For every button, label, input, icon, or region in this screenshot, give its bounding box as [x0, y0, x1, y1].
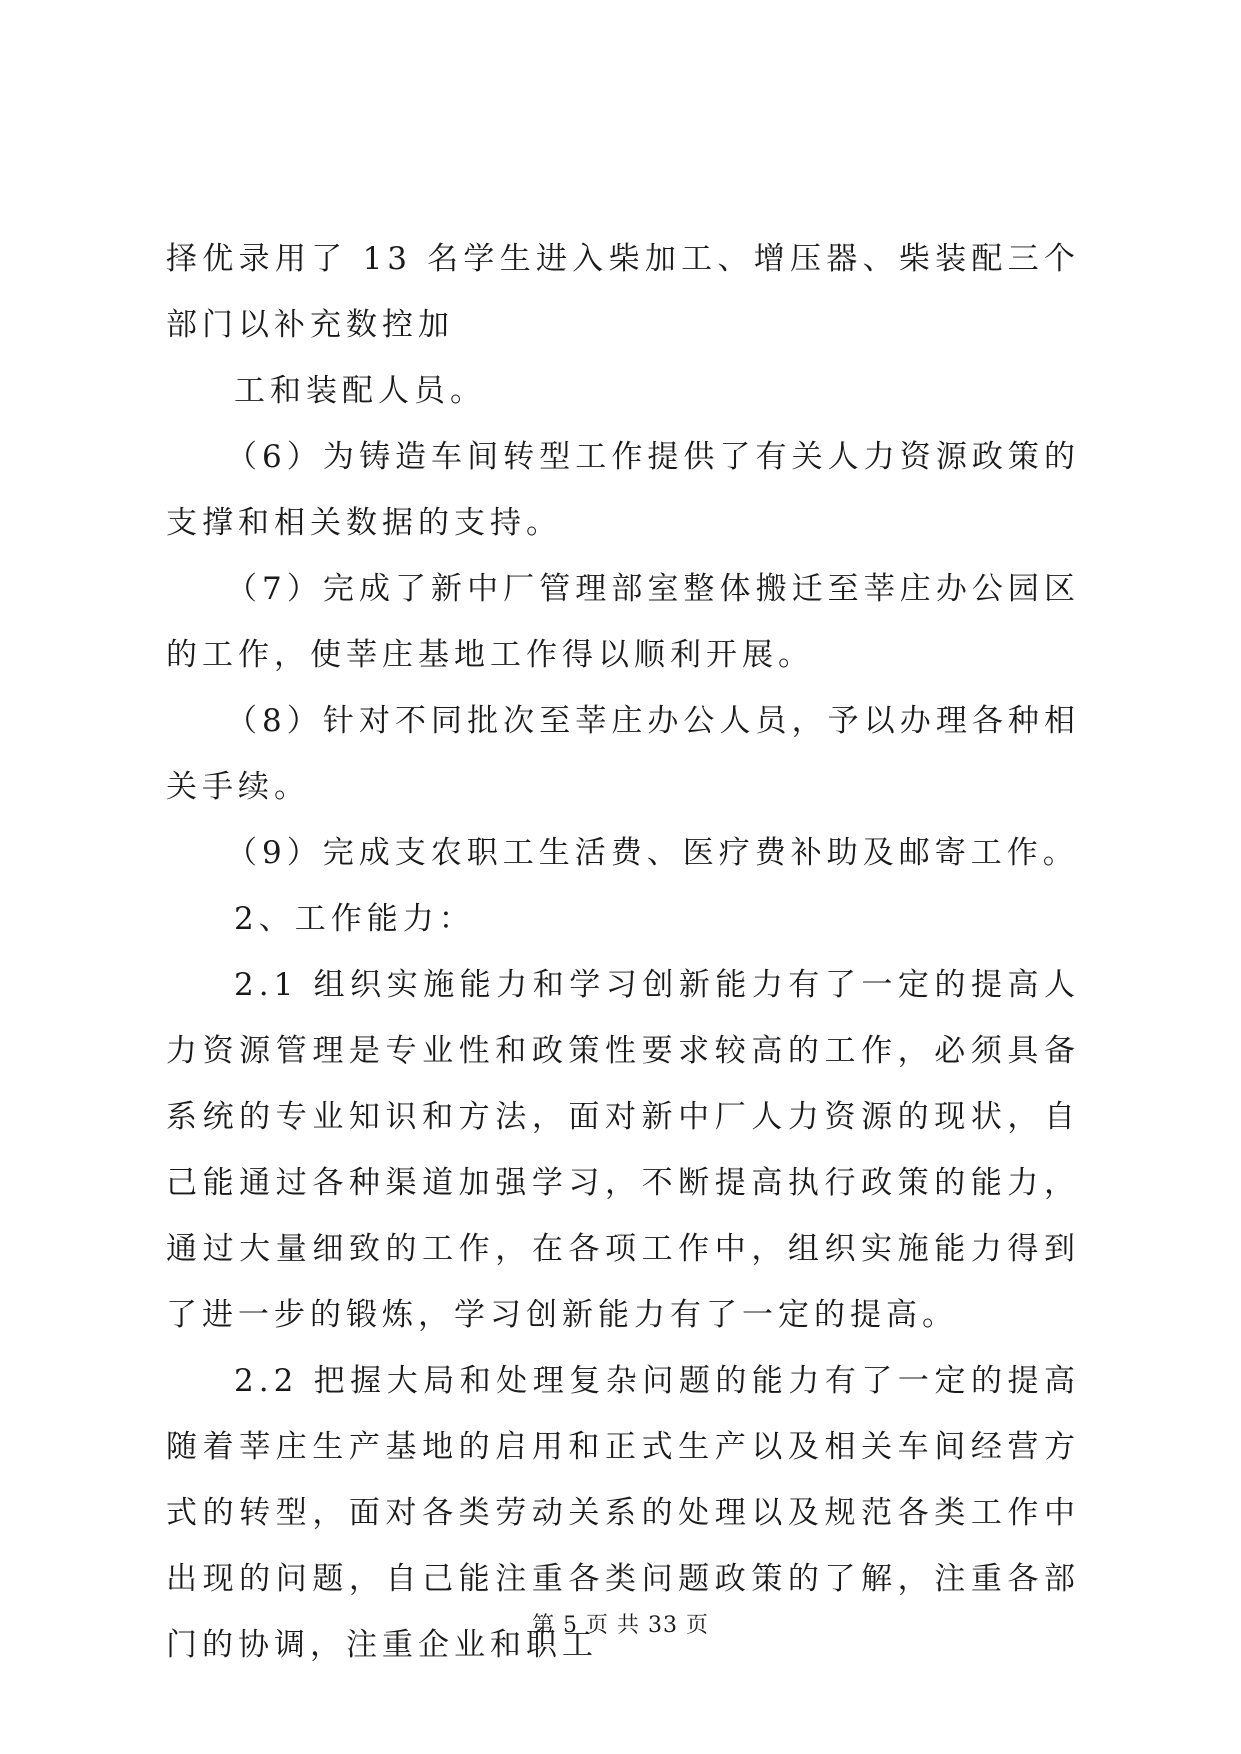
paragraph-4: （7）完成了新中厂管理部室整体搬迁至莘庄办公园区的工作，使莘庄基地工作得以顺利开展。	[166, 571, 1080, 673]
paragraph-2-2: 2.2 把握大局和处理复杂问题的能力有了一定的提高随着莘庄生产基地的启用和正式生产以及相关车间经营方式的转型，面对各类劳动关系的处理以及规范各类工作中出现的问题，自己能注重各类问题政策的了解，注重各部门的协调，注重企业和职工	[166, 1363, 1080, 1663]
paragraph-6: （9）完成支农职工生活费、医疗费补助及邮寄工作。	[226, 835, 1079, 871]
paragraph-1: 择优录用了 13 名学生进入柴加工、增压器、柴装配三个部门以补充数控加	[166, 241, 1080, 343]
page-number-footer: 第 5 页 共 33 页	[532, 1613, 709, 1638]
paragraph-2-1: 2.1 组织实施能力和学习创新能力有了一定的提高人力资源管理是专业性和政策性要求较高的工作，必须具备系统的专业知识和方法，面对新中厂人力资源的现状，自己能通过各种渠道加强学习，不断提高执行政策的能力，通过大量细致的工作，在各项工作中，组织实施能力得到了进一步的锻炼，学习创新能力有了一定的提高。	[166, 967, 1080, 1333]
paragraph-3: （6）为铸造车间转型工作提供了有关人力资源政策的支撑和相关数据的支持。	[166, 439, 1080, 541]
document-body	[166, 226, 1080, 1678]
section-heading-work-ability: 2、工作能力：	[234, 901, 475, 937]
paragraph-5: （8）针对不同批次至莘庄办公人员，予以办理各种相关手续。	[166, 703, 1080, 805]
paragraph-2: 工和装配人员。	[234, 373, 486, 409]
